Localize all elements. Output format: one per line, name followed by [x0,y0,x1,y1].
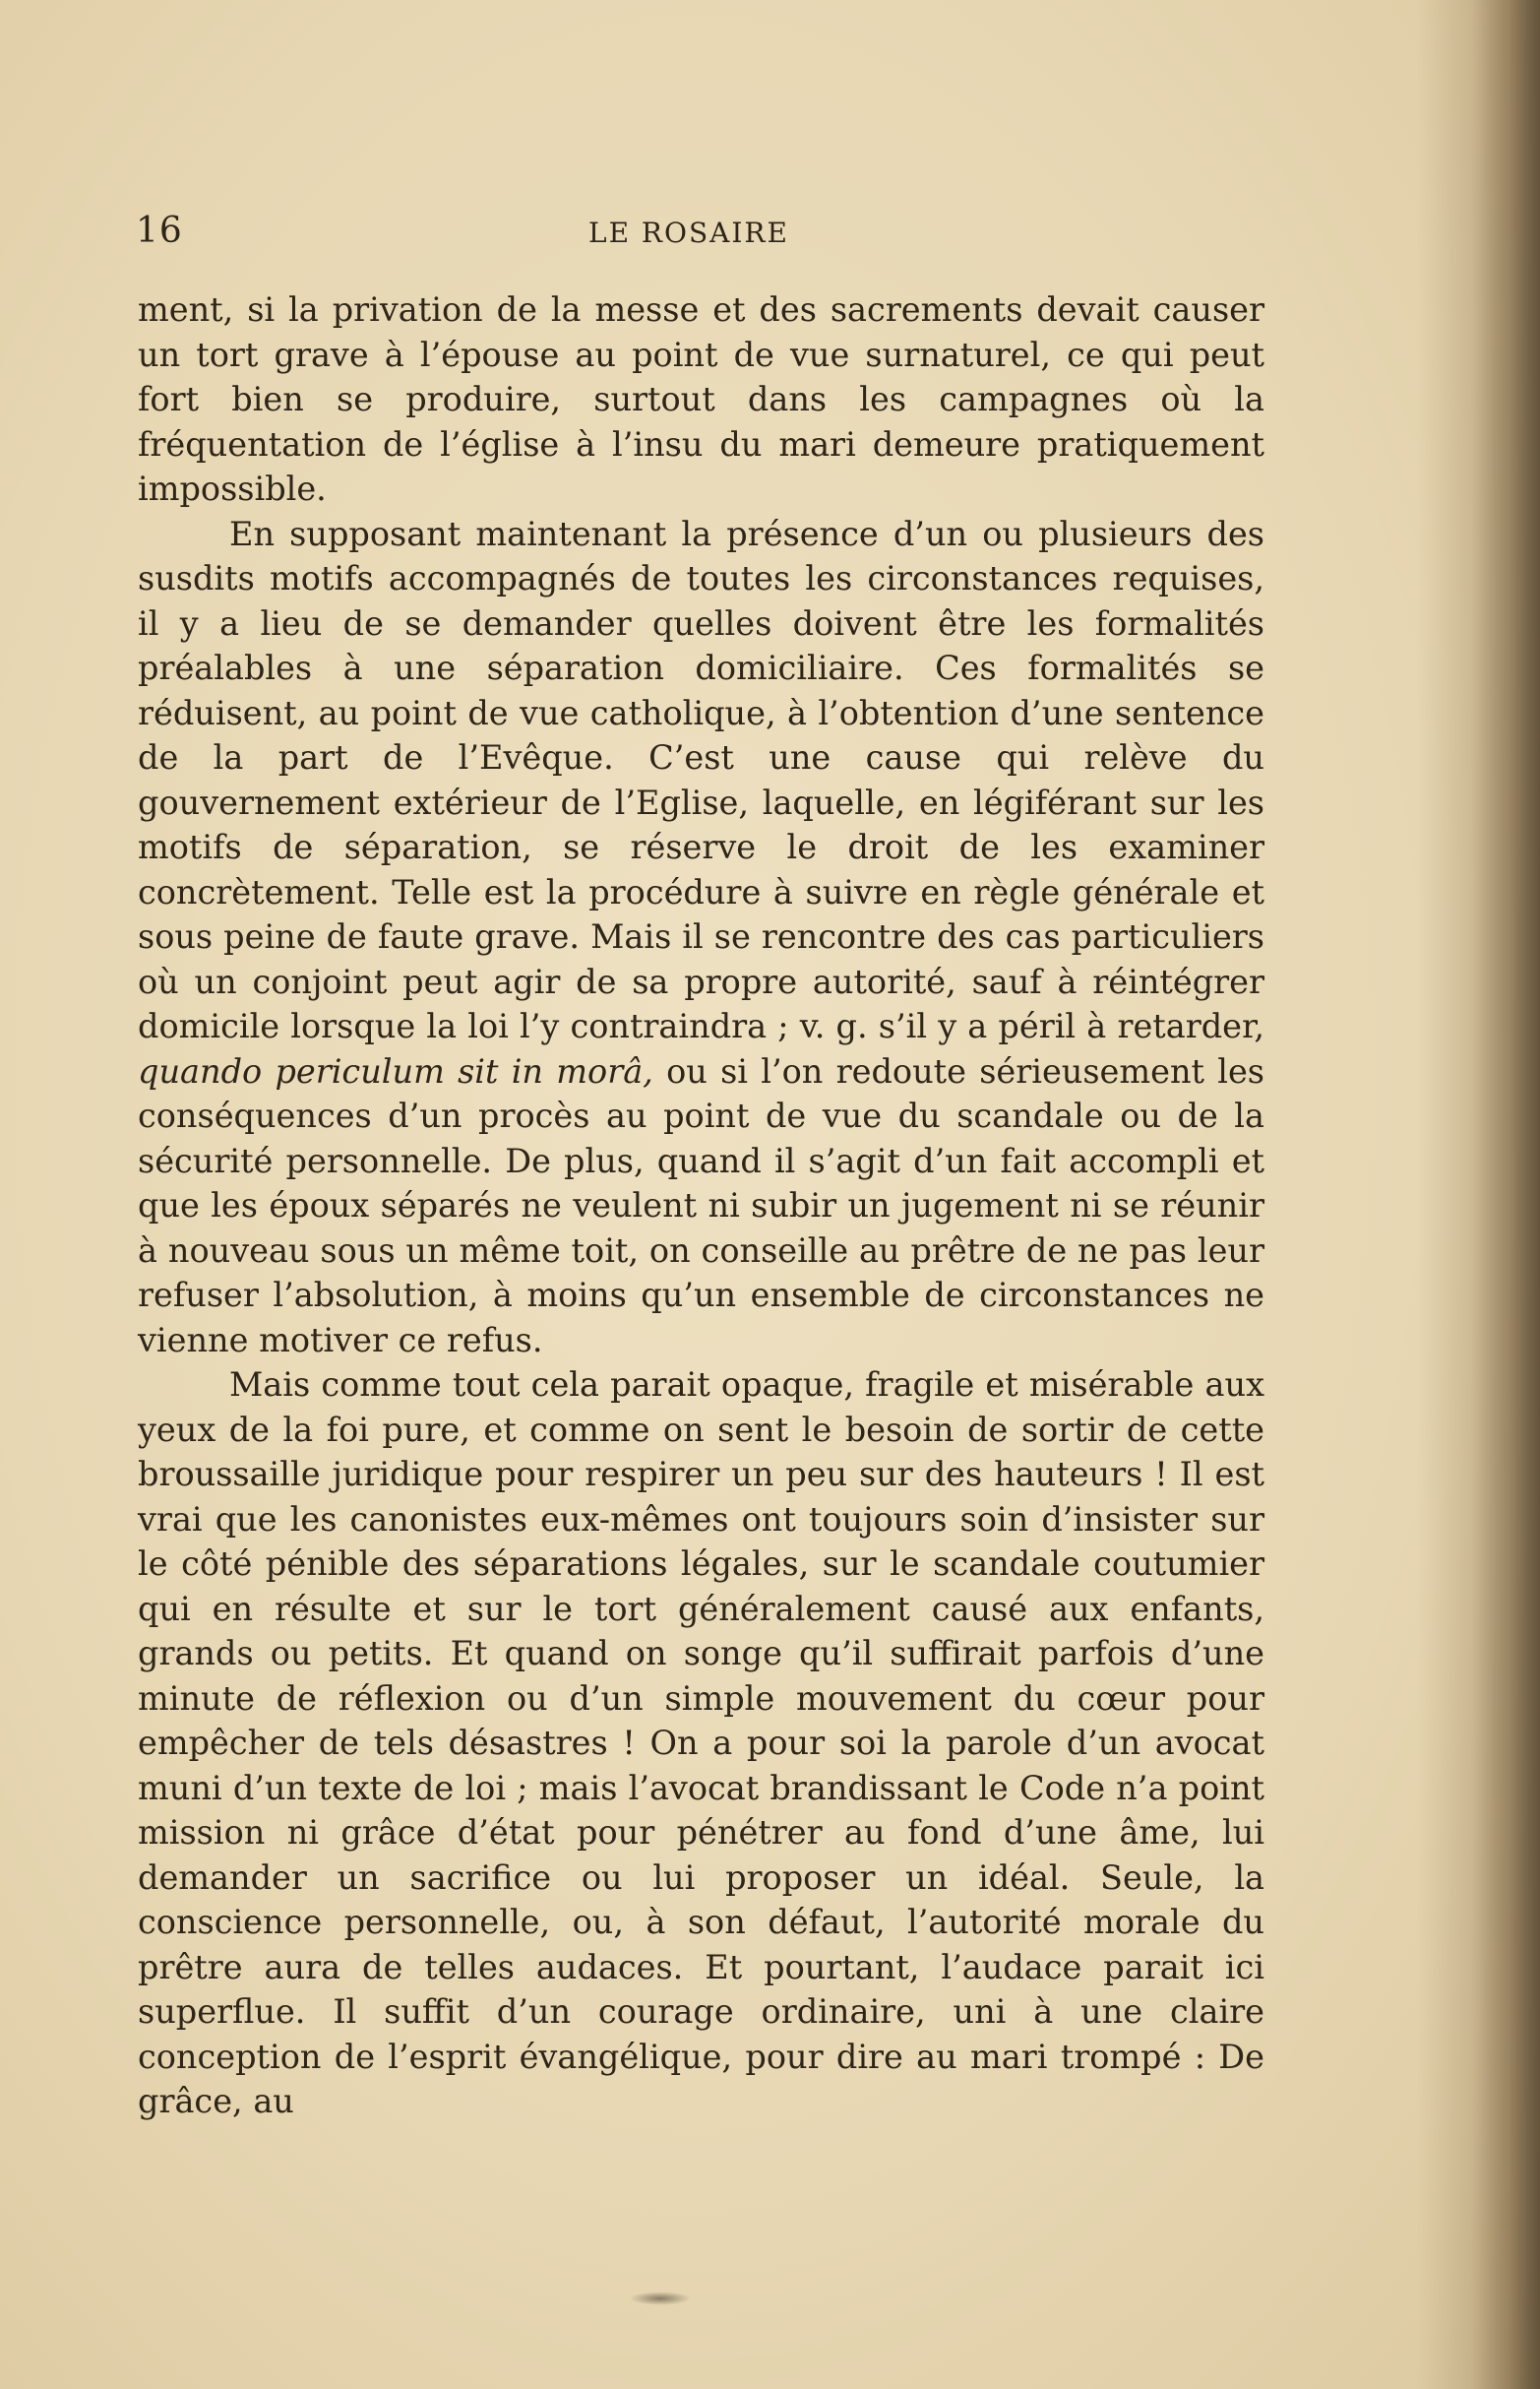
page-header [136,211,1258,250]
ink-smudge [630,2292,691,2305]
paragraph: Mais comme tout cela parait opaque, fragile et misérable aux yeux de la foi pure, et comme on sent le besoin de sortir de cette broussaille juridique pour respirer un peu sur des hauteurs ! Il est vrai que les canonistes eux-mêmes ont toujours soin d’insister sur le côté pénible des séparations légales, sur le scandale coutumier qui en résulte et sur le tort généralement causé aux enfants, grands ou petits. Et quand on songe qu’il suffirait parfois d’une minute de réflexion ou d’un simple mouvement du cœur pour empêcher de tels désastres ! On a pour soi la parole d’un avocat muni d’un texte de loi ; mais l’avocat brandissant le Code n’a point mission ni grâce d’état pour pénétrer au fond d’une âme, lui demander un sacrifice ou lui proposer un idéal. Seule, la conscience personnelle, ou, à son défaut, l’autorité morale du prêtre aura de telles audaces. Et pourtant, l’audace parait ici superflue. Il suffit d’un courage ordinaire, uni à une claire conception de l’esprit évangélique, pour dire au mari trompé : De grâce, au [138,1365,1264,2120]
page-body [138,287,1264,2124]
latin-phrase: quando periculum sit in morâ, [138,1051,653,1091]
paragraph-text: En supposant maintenant la présence d’un ou plusieurs des susdits motifs accompagnés de toutes les circonstances requises, il y a lieu de se demander quelles doivent être les formalités préalables à une séparation domiciliaire. Ces formalités se réduisent, au point de vue catholique, à l’obtention d’une sentence de la part de l’Evêque. C’est une cause qui relève du gouvernement extérieur de l’Eglise, laquelle, en légiférant sur les motifs de séparation, se réserve le droit de les examiner concrètement. Telle est la procédure à suivre en règle générale et sous peine de faute grave. Mais il se rencontre des cas particuliers où un conjoint peut agir de sa propre autorité, sauf à réintégrer domicile lorsque la loi l’y contraindra ; v. g. s’il y a péril à retarder, [138,514,1264,1045]
paragraph: ment, si la privation de la messe et des sacrements devait causer un tort grave à l’épouse au point de vue surnaturel, ce qui peut fort bien se produire, surtout dans les campagnes où la fréquentation de l’église à l’insu du mari demeure pratiquement impossible. [138,290,1264,508]
page-number: 16 [136,211,183,251]
paragraph-text: ou si l’on redoute sérieusement les conséquences d’un procès au point de vue du scandale ou de la sécurité personnelle. De plus, quand il s’agit d’un fait accompli et que les époux séparés ne veulent ni subir un jugement ni se réunir à nouveau sous un même toit, on conseille au prêtre de ne pas leur refuser l’absolution, à moins qu’un ensemble de circonstances ne vienne motiver ce refus. [138,1051,1264,1359]
paragraph [138,512,1264,1363]
spine-shadow [1471,0,1540,2389]
running-head: LE ROSAIRE [588,217,789,249]
